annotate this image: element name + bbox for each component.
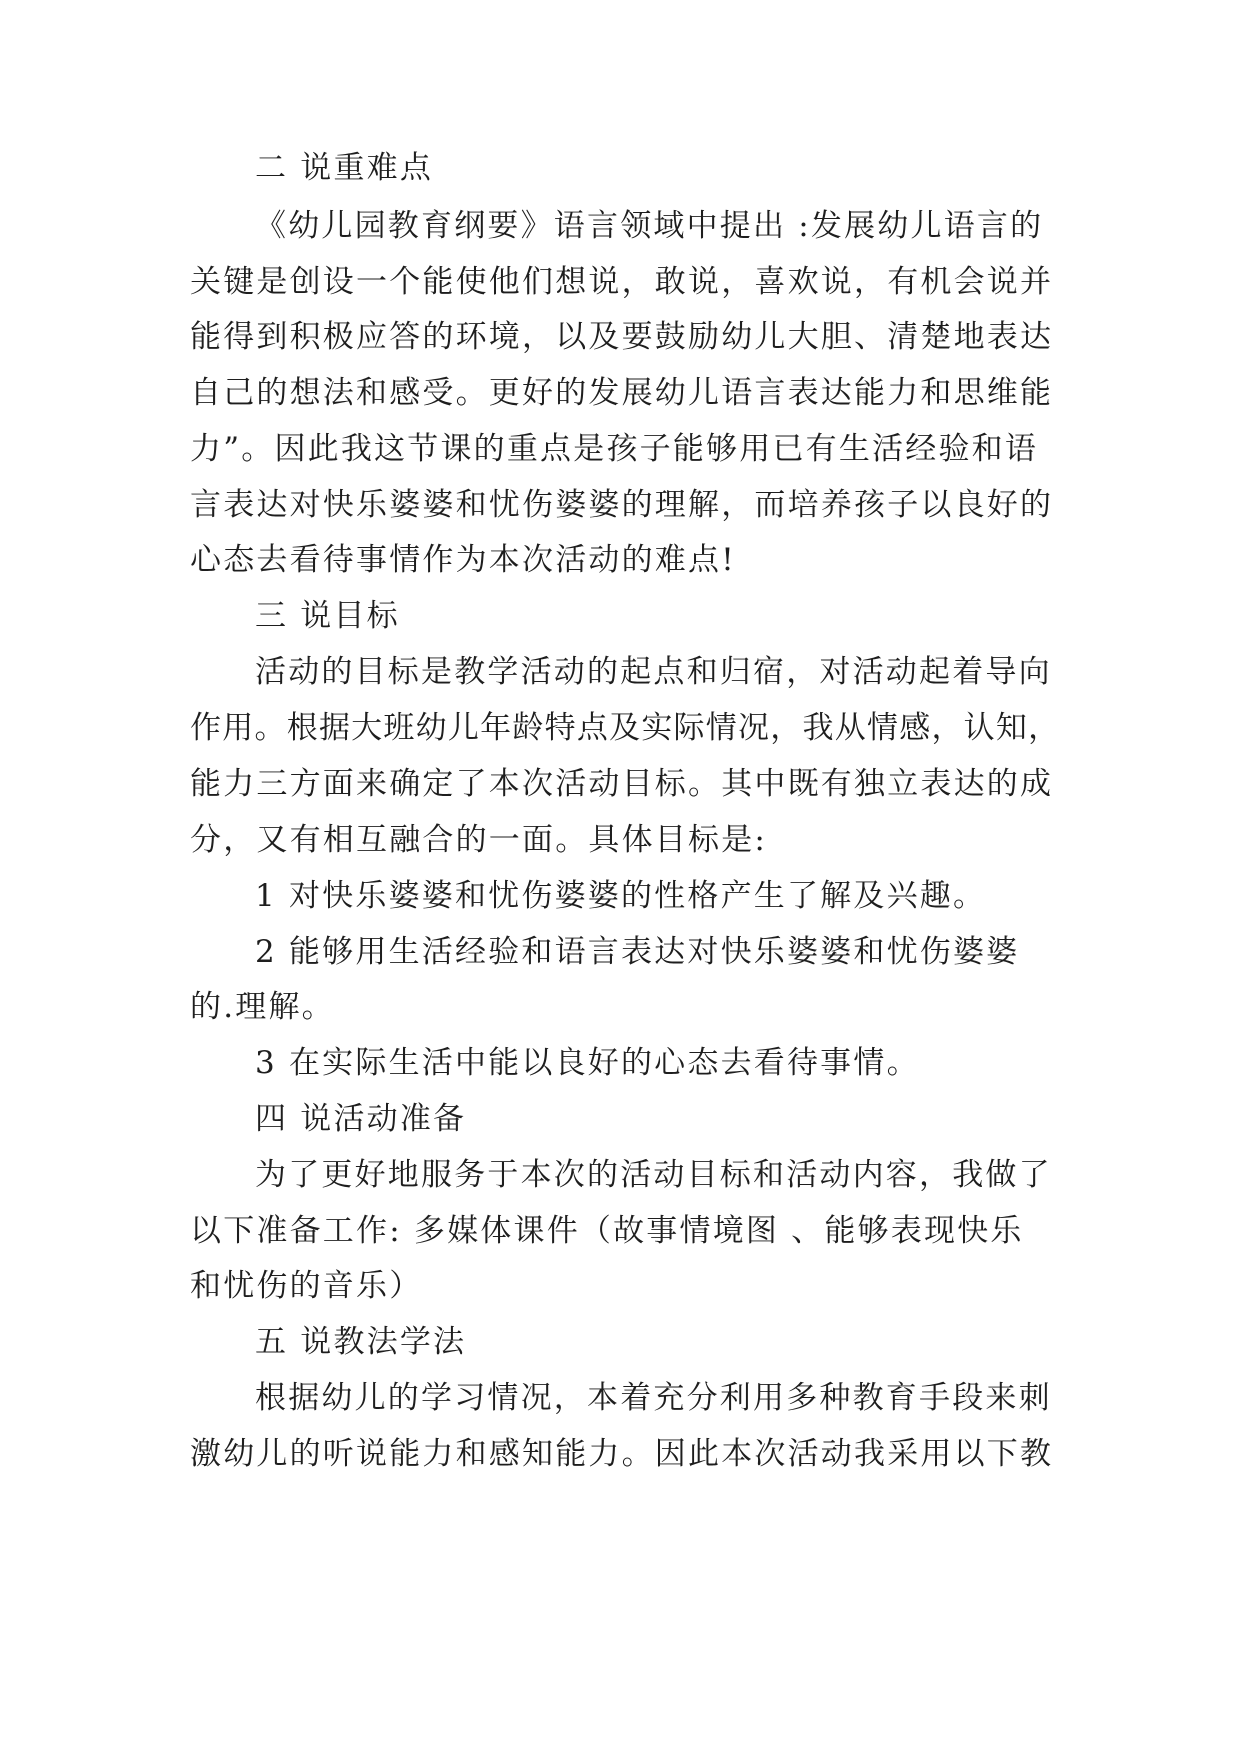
paragraph-line: 《幼儿园教育纲要》语言领域中提出 :发展幼儿语言的 — [255, 208, 1044, 244]
paragraph-line: 关键是创设一个能使他们想说，敢说，喜欢说，有机会说并 — [190, 264, 1054, 300]
paragraph-line: 以下准备工作: 多媒体课件（故事情境图 、能够表现快乐 — [190, 1213, 1024, 1249]
paragraph-line: 分，又有相互融合的一面。具体目标是: — [190, 822, 768, 858]
paragraph-line: 的.理解。 — [190, 989, 335, 1025]
goal-item-1: 1 对快乐婆婆和忧伤婆婆的性格产生了解及兴趣。 — [255, 878, 987, 914]
paragraph-line: 力”。因此我这节课的重点是孩子能够用已有生活经验和语 — [190, 431, 1039, 467]
paragraph-line: 心态去看待事情作为本次活动的难点! — [190, 542, 736, 578]
paragraph-line: 自己的想法和感受。更好的发展幼儿语言表达能力和思维能 — [190, 375, 1054, 411]
paragraph-line: 活动的目标是教学活动的起点和归宿，对活动起着导向 — [255, 654, 1052, 690]
paragraph-line: 和忧伤的音乐） — [190, 1268, 423, 1304]
paragraph-line: 根据幼儿的学习情况，本着充分利用多种教育手段来刺 — [255, 1380, 1052, 1416]
goal-item-3: 3 在实际生活中能以良好的心态去看待事情。 — [255, 1045, 920, 1081]
heading-3: 三 说目标 — [255, 598, 400, 634]
goal-item-2: 2 能够用生活经验和语言表达对快乐婆婆和忧伤婆婆 — [255, 934, 1020, 970]
heading-5: 五 说教法学法 — [255, 1324, 467, 1360]
heading-2: 二 说重难点 — [255, 150, 434, 186]
heading-4: 四 说活动准备 — [255, 1101, 467, 1137]
paragraph-line: 为了更好地服务于本次的活动目标和活动内容，我做了 — [255, 1157, 1052, 1193]
paragraph-line: 能力三方面来确定了本次活动目标。其中既有独立表达的成 — [190, 766, 1054, 802]
paragraph-line: 言表达对快乐婆婆和忧伤婆婆的理解，而培养孩子以良好的 — [190, 487, 1054, 523]
paragraph-line: 能得到积极应答的环境，以及要鼓励幼儿大胆、清楚地表达 — [190, 319, 1054, 355]
paragraph-line: 激幼儿的听说能力和感知能力。因此本次活动我采用以下教 — [190, 1436, 1054, 1472]
paragraph-line: 作用。根据大班幼儿年龄特点及实际情况，我从情感，认知， — [190, 710, 1061, 746]
